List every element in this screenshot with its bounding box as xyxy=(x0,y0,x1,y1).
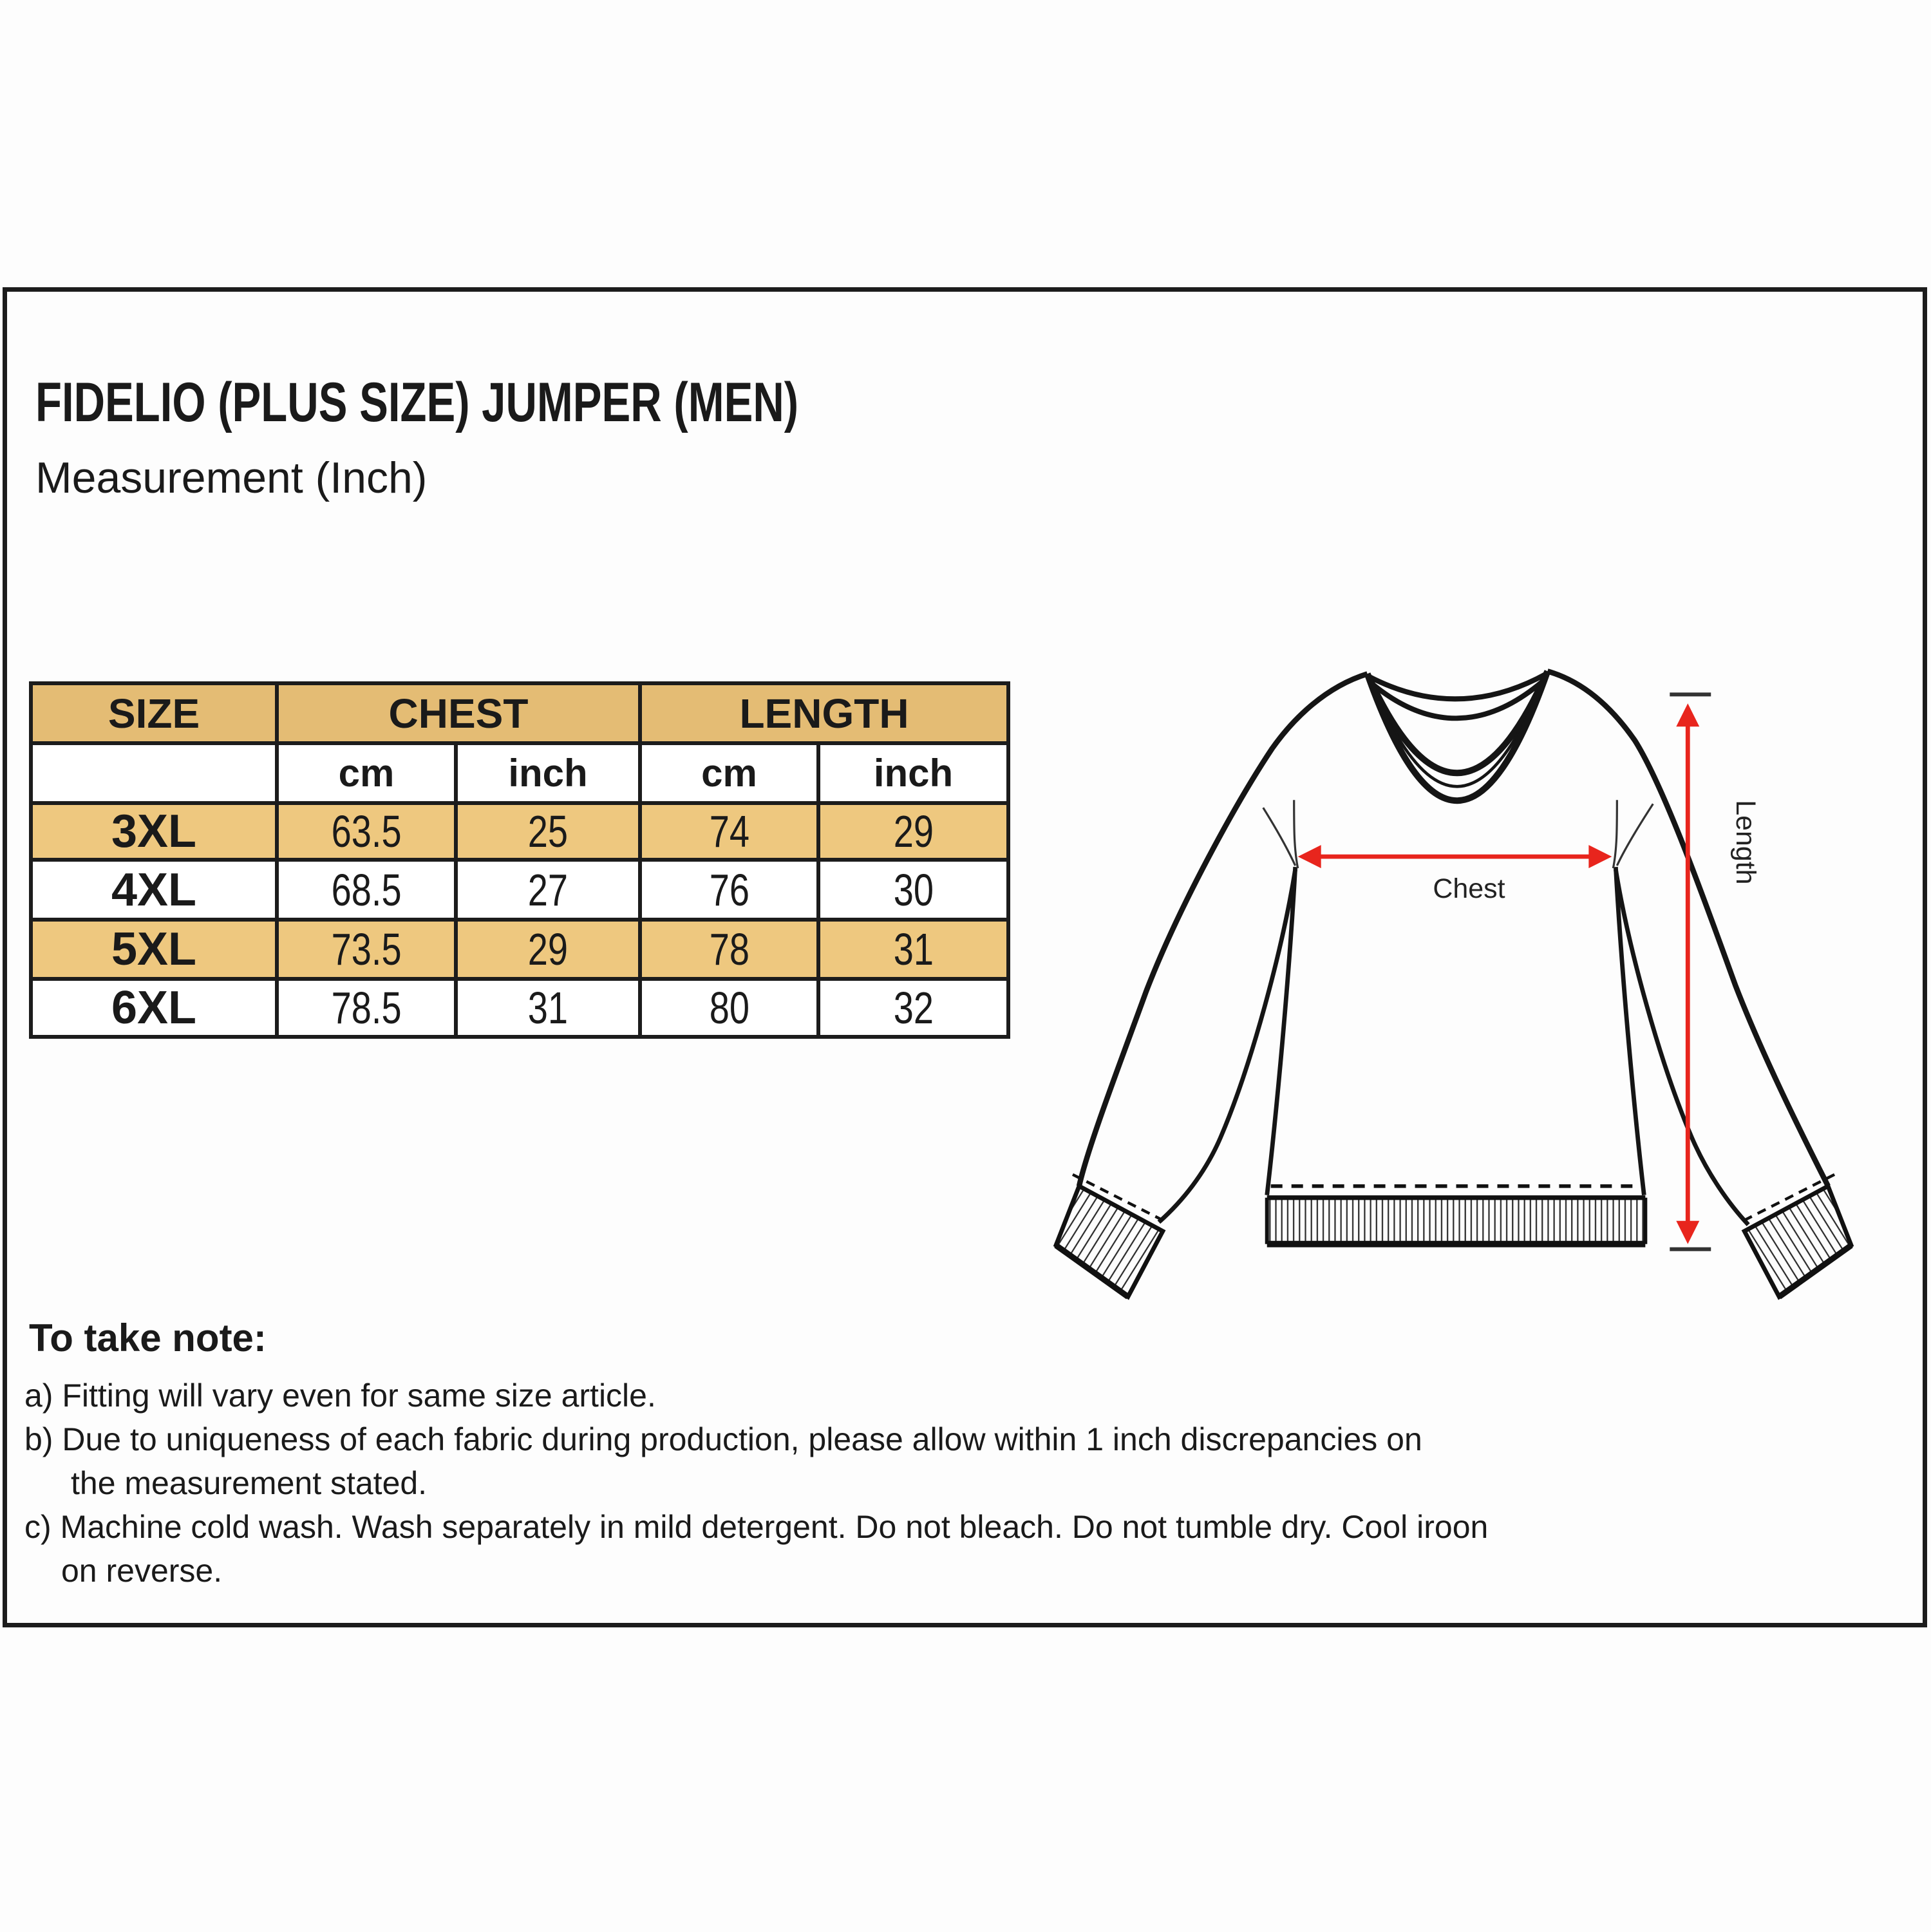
note-line-b: b) Due to uniqueness of each fabric during production, please allow within 1 inch discrepancies on xyxy=(24,1421,1422,1457)
chest-inch-value xyxy=(456,920,640,979)
table-row-5xl xyxy=(31,920,1008,979)
jumper-outline xyxy=(1079,671,1828,1224)
notes-heading: To take note: xyxy=(29,1316,267,1359)
size-label: 3XL xyxy=(31,803,277,860)
arrow-right-icon xyxy=(1588,845,1612,868)
length-inch-value xyxy=(818,920,1008,979)
note-line-c: c) Machine cold wash. Wash separately in mild detergent. Do not bleach. Do not tumble dry. Cool iroon xyxy=(24,1509,1489,1545)
chest-inch-value xyxy=(456,979,640,1037)
arrow-up-icon xyxy=(1676,703,1699,726)
table-row-4xl xyxy=(31,860,1008,920)
length-inch-value xyxy=(818,860,1008,920)
size-label: 4XL xyxy=(31,860,277,920)
size-chart-table xyxy=(29,681,1010,1039)
chest-inch-value xyxy=(456,803,640,860)
right-cuff xyxy=(1743,1175,1851,1297)
chest-cm-value xyxy=(277,979,456,1037)
unit-header-length-cm: cm xyxy=(640,743,818,803)
page-subtitle: Measurement (Inch) xyxy=(35,453,428,502)
value-text: 31 xyxy=(893,924,934,974)
col-header-size: SIZE xyxy=(31,683,277,743)
chest-cm-value xyxy=(277,803,456,860)
size-label: 5XL xyxy=(31,920,277,979)
value-text: 30 xyxy=(893,864,934,915)
table-row-6xl xyxy=(31,979,1008,1037)
units-row-empty-cell xyxy=(31,743,277,803)
value-text: 78 xyxy=(709,924,749,974)
value-text: 27 xyxy=(527,864,569,915)
note-line-c-continued: on reverse. xyxy=(61,1553,223,1589)
length-inch-value xyxy=(818,803,1008,860)
length-arrow xyxy=(1670,694,1761,1249)
value-text: 29 xyxy=(893,806,934,857)
unit-header-chest-inch: inch xyxy=(456,743,640,803)
col-header-length: LENGTH xyxy=(640,683,1008,743)
chest-cm-value xyxy=(277,920,456,979)
unit-header-chest-cm: cm xyxy=(277,743,456,803)
length-cm-value xyxy=(640,979,818,1037)
value-text: 78.5 xyxy=(331,983,402,1033)
crew-neck-collar xyxy=(1368,671,1548,800)
value-text: 68.5 xyxy=(331,864,402,915)
value-text: 76 xyxy=(709,864,749,915)
col-header-chest: CHEST xyxy=(277,683,640,743)
jumper-diagram xyxy=(1030,612,1931,1352)
length-cm-value xyxy=(640,920,818,979)
note-line-a: a) Fitting will vary even for same size article. xyxy=(24,1378,656,1414)
arrow-down-icon xyxy=(1676,1221,1699,1244)
chest-inch-value xyxy=(456,860,640,920)
chest-arrow-label: Chest xyxy=(1433,873,1505,905)
value-text: 63.5 xyxy=(331,806,402,857)
size-label: 6XL xyxy=(31,979,277,1037)
chest-arrow xyxy=(1298,845,1612,904)
value-text: 80 xyxy=(709,983,749,1033)
hem-ribbing xyxy=(1267,1186,1646,1244)
length-arrow-label: Length xyxy=(1730,800,1762,885)
value-text: 29 xyxy=(527,924,569,974)
chest-cm-value xyxy=(277,860,456,920)
length-inch-value xyxy=(818,979,1008,1037)
value-text: 32 xyxy=(893,983,934,1033)
table-header-row xyxy=(31,683,1008,743)
left-cuff xyxy=(1056,1175,1164,1297)
value-text: 31 xyxy=(527,983,569,1033)
table-units-row xyxy=(31,743,1008,803)
unit-header-length-inch: inch xyxy=(818,743,1008,803)
arrow-left-icon xyxy=(1298,845,1321,868)
value-text: 74 xyxy=(709,806,749,857)
value-text: 73.5 xyxy=(331,924,402,974)
note-line-b-continued: the measurement stated. xyxy=(71,1465,428,1501)
value-text: 25 xyxy=(527,806,569,857)
page-title: FIDELIO (PLUS SIZE) JUMPER (MEN) xyxy=(35,372,799,433)
length-cm-value xyxy=(640,860,818,920)
table-row-3xl xyxy=(31,803,1008,860)
length-cm-value xyxy=(640,803,818,860)
